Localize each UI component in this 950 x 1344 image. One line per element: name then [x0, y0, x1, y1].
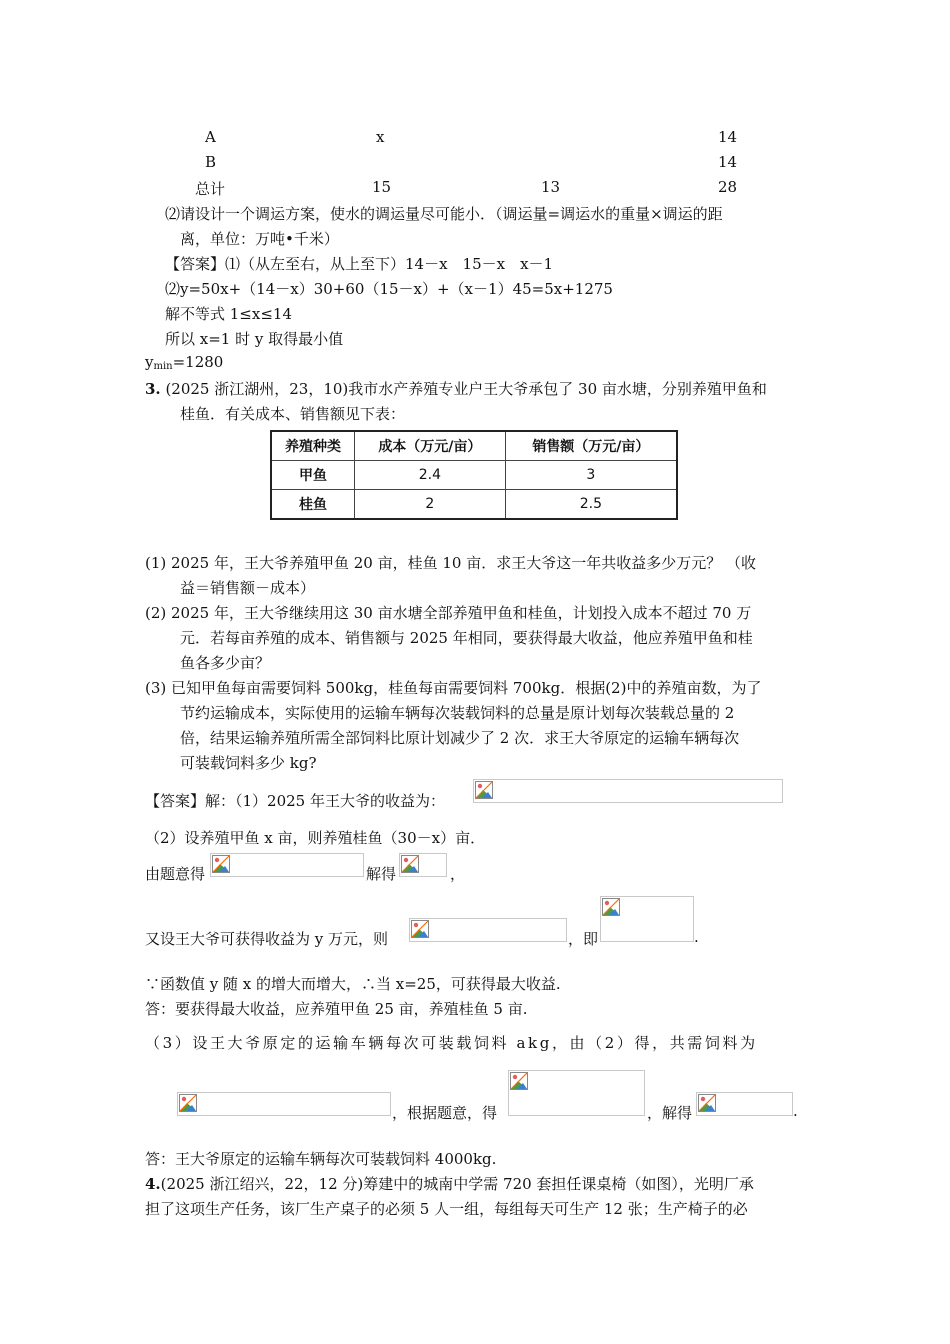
q3-answer-a4-pre: 又设王大爷可获得收益为 y 万元，则	[145, 930, 389, 948]
table-row-total-label: 总计	[195, 180, 226, 198]
q3-answer-a8-post: .	[793, 1102, 798, 1120]
q4-line1	[145, 1173, 754, 1194]
formula-image-8	[696, 1092, 793, 1116]
q2-part2-line1: ⑵请设计一个调运方案，使水的调运量尽可能小．（调运量=调运水的重量×调运的距	[165, 205, 723, 223]
q3-line1-rest: 我市水产养殖专业户王大爷承包了 30 亩水塘，分别养殖甲鱼和	[348, 380, 767, 398]
row-type: 桂鱼	[271, 490, 355, 520]
formula-image-3	[399, 853, 447, 877]
q3-source: (2025 浙江湖州，23，10)	[165, 380, 349, 398]
q3-answer-a8-mid2: ，解得	[647, 1104, 693, 1122]
table-row-b-label: B	[205, 153, 217, 171]
q3-p3-line4: 可装载饲料多少 kg?	[180, 754, 317, 772]
table-row	[271, 490, 677, 520]
table-row-a-col3: 14	[718, 128, 738, 146]
ymin-value: =1280	[172, 353, 224, 371]
q2-answer-line4: 所以 x=1 时 y 取得最小值	[165, 330, 344, 348]
q4-line1-rest: 筹建中的城南中学需 720 套担任课桌椅（如图），光明厂承	[363, 1175, 754, 1193]
q3-number: 3.	[145, 380, 161, 398]
q3-p2-line1: (2) 2025 年，王大爷继续用这 30 亩水塘全部养殖甲鱼和桂鱼，计划投入成本不超过 70 万	[145, 604, 752, 622]
q2-answer-line1: 【答案】⑴（从左至右，从上至下）14－x 15－x x－1	[165, 255, 554, 273]
ymin-base: y	[145, 353, 154, 371]
header-type: 养殖种类	[271, 431, 355, 461]
row-cost: 2.4	[355, 461, 506, 490]
broken-image-icon	[179, 1094, 197, 1112]
q4-source: (2025 浙江绍兴，22，12 分)	[160, 1175, 364, 1193]
q3-p2-line3: 鱼各多少亩？	[180, 654, 271, 672]
q3-line1	[145, 378, 767, 399]
broken-image-icon	[475, 781, 493, 799]
formula-image-1	[473, 779, 783, 803]
q3-answer-a2: （2）设养殖甲鱼 x 亩，则养殖桂鱼（30－x）亩．	[145, 829, 486, 847]
q2-part2-line2: 离，单位：万吨•千米）	[180, 230, 339, 248]
table-row-total-col2: 13	[541, 178, 561, 196]
formula-image-5	[600, 896, 694, 942]
broken-image-icon	[401, 855, 419, 873]
broken-image-icon	[411, 920, 429, 938]
table-row	[271, 461, 677, 490]
q3-answer-a8-mid: ，根据题意，得	[392, 1104, 498, 1122]
q3-answer-a1: 【答案】解：（1）2025 年王大爷的收益为：	[145, 792, 445, 810]
q3-line2: 桂鱼．有关成本、销售额见下表：	[180, 405, 406, 423]
q4-line2: 担了这项生产任务，该厂生产桌子的必须 5 人一组，每组每天可生产 12 张；生产椅子的必	[145, 1200, 748, 1218]
broken-image-icon	[212, 855, 230, 873]
fish-cost-table	[270, 430, 678, 520]
q3-answer-a3-pre: 由题意得	[145, 865, 206, 883]
row-type: 甲鱼	[271, 461, 355, 490]
q3-answer-a4-mid: ，即	[568, 930, 599, 948]
q3-answer-a4-post: .	[694, 928, 699, 946]
q3-answer-a5: ∵函数值 y 随 x 的增大而增大，∴当 x=25，可获得最大收益.	[145, 975, 561, 993]
q3-answer-a3-post: ，	[450, 865, 466, 883]
broken-image-icon	[510, 1072, 528, 1090]
q4-number: 4.	[145, 1175, 161, 1193]
row-cost: 2	[355, 490, 506, 520]
table-row-a-col1: x	[376, 128, 385, 146]
q3-p2-line2: 元．若每亩养殖的成本、销售额与 2025 年相同，要获得最大收益，他应养殖甲鱼和桂	[180, 629, 753, 647]
formula-image-4	[409, 918, 567, 942]
formula-image-7	[508, 1070, 645, 1116]
q2-answer-line2: ⑵y=50x+（14－x）30+60（15－x）+（x－1）45=5x+1275	[165, 280, 613, 298]
header-cost: 成本（万元/亩）	[355, 431, 506, 461]
broken-image-icon	[698, 1094, 716, 1112]
ymin-line	[145, 353, 223, 372]
broken-image-icon	[602, 898, 620, 916]
q2-answer-line3: 解不等式 1≤x≤14	[165, 305, 292, 323]
table-row-total-col3: 28	[718, 178, 738, 196]
formula-image-6	[177, 1092, 391, 1116]
table-row-total-col1: 15	[372, 178, 392, 196]
header-sales: 销售额（万元/亩）	[505, 431, 677, 461]
q3-p3-line3: 倍，结果运输养殖所需全部饲料比原计划减少了 2 次．求王大爷原定的运输车辆每次	[180, 729, 740, 747]
table-header-row	[271, 431, 677, 461]
table-row-a-label: A	[205, 128, 216, 146]
row-sales: 2.5	[505, 490, 677, 520]
q3-answer-a9: 答：王大爷原定的运输车辆每次可装载饲料 4000kg.	[145, 1150, 497, 1168]
q3-answer-a7: （3）设王大爷原定的运输车辆每次可装载饲料 akg，由（2）得，共需饲料为	[145, 1034, 758, 1052]
table-row-b-col3: 14	[718, 153, 738, 171]
formula-image-2	[210, 853, 364, 877]
ymin-subscript: min	[153, 361, 173, 372]
q3-p3-line1: (3) 已知甲鱼每亩需要饲料 500kg，桂鱼每亩需要饲料 700kg．根据(2)中的养殖亩数，为了	[145, 679, 762, 697]
q3-p3-line2: 节约运输成本，实际使用的运输车辆每次装载饲料的总量是原计划每次装载总量的 2	[180, 704, 735, 722]
q3-p1-line2: 益＝销售额－成本）	[180, 579, 316, 597]
q3-answer-a6: 答：要获得最大收益，应养殖甲鱼 25 亩，养殖桂鱼 5 亩.	[145, 1000, 528, 1018]
row-sales: 3	[505, 461, 677, 490]
q3-answer-a3-mid: 解得	[366, 865, 397, 883]
q3-p1-line1: (1) 2025 年，王大爷养殖甲鱼 20 亩，桂鱼 10 亩．求王大爷这一年共收益多少万元？ （收	[145, 554, 756, 572]
